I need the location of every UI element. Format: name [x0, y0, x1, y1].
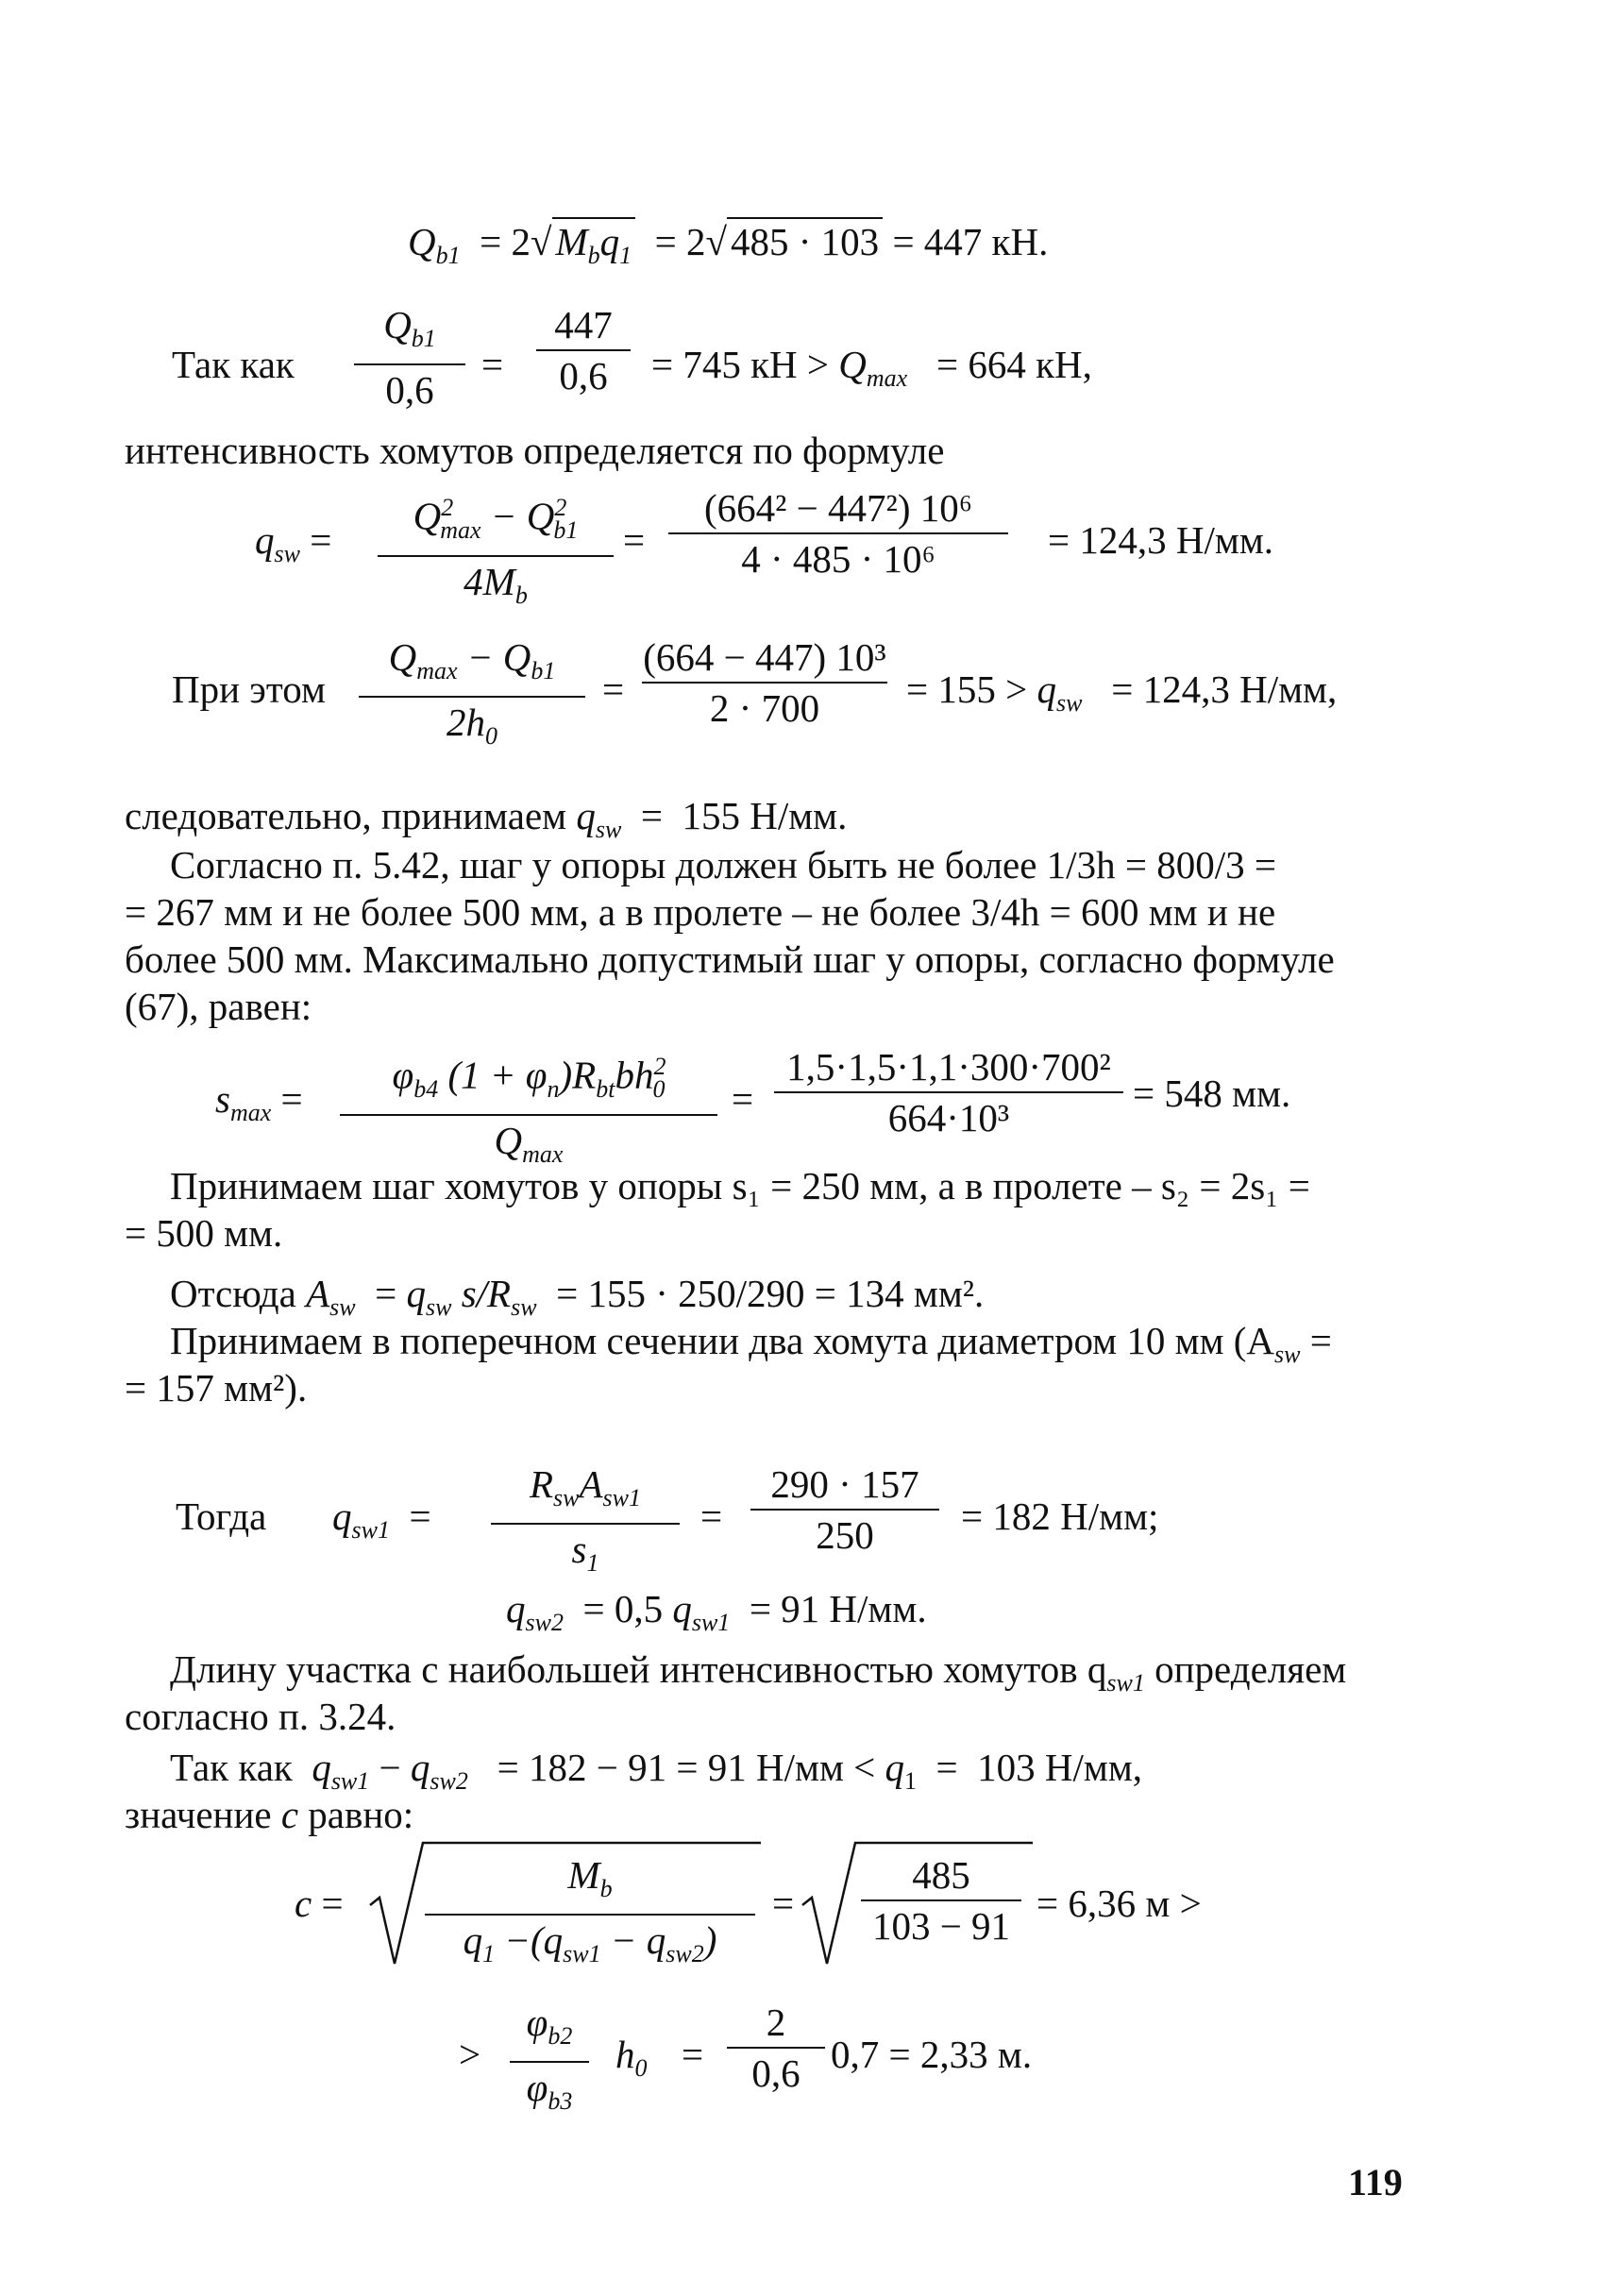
text-h0: $h_0$	[615, 2033, 648, 2083]
fraction-290-157: 290 · 157 250	[750, 1460, 939, 1560]
result-233: 0,7 = 2,33 м.	[831, 2033, 1033, 2076]
paragraph-step-line3: более 500 мм. Максимально допустимый шаг у опоры, согласно формуле	[125, 937, 1335, 981]
paragraph-step-line2: = 267 мм и не более 500 мм, а в пролете – не более 3/4h = 600 мм и не	[125, 890, 1276, 934]
fraction-485: 485 103 − 91	[861, 1850, 1021, 1950]
radical-mbq1: $M_bq_1$	[552, 217, 636, 270]
fraction-664-447: (664² − 447²) 10⁶ 4 · 485 · 10⁶	[668, 483, 1008, 583]
fraction-qmax-minus-qb1: $Q_{max} - Q_{b1}$ $2h_0$	[359, 633, 585, 761]
lhs-c: c =	[295, 1882, 344, 1925]
paragraph-therefore: следовательно, принимаем $q_{sw} = 155$ Н/мм.	[125, 794, 848, 844]
result-1243: = 124,3 Н/мм.	[1048, 518, 1274, 562]
paragraph-step-line1: Согласно п. 5.42, шаг у опоры должен быть не более 1/3h = 800/3 =	[170, 843, 1276, 886]
paragraph-intensity: интенсивность хомутов определяется по формуле	[125, 429, 945, 472]
paragraph-step-line4: (67), равен:	[125, 985, 312, 1028]
fraction-664-447-103: (664 − 447) 10³ 2 · 700	[643, 635, 886, 730]
equation-qsw2: $q_{sw2} = 0,5$ $q_{sw1} = 91$ Н/мм.	[506, 1587, 927, 1637]
paragraph-hence-asw: Отсюда $A_{sw} = q_{sw}$ $s/R_{sw} = 155 \cdot 250/290 = 134$ мм².	[170, 1272, 985, 1322]
text-tak-kak: Так как	[172, 343, 295, 386]
paragraph-since-q: Так как $q_{sw1} - q_{sw2} = 182 - 91 = 91$ $Н/мм < q_1 = 103$ Н/мм,	[170, 1746, 1143, 1796]
text-155-qsw: = $155 > q_{sw} = 124,3$ Н/мм,	[906, 667, 1338, 718]
fraction-qb1-06: $Q_{b1}$ 0,6	[354, 300, 465, 414]
fraction-2-06: 2 0,6	[727, 1998, 825, 2098]
document-page: $Q_{b1} = 2√M_bq_1 = 2√485 \cdot 103 = 447$ кН. Так как $Q_{b1}$ 0,6 = 447 0,6 = 745 кН > $Q_{max} = 664$ кН, интенсивность хомутов определяется по формуле $q_{sw}$ = $Q^2_{max} - Q^2_{b1}$ $4M_b$ = (664² − 447²) 10⁶ 4 · 485 · 10⁶ = 124,3 Н/мм. При этом $Q_{max} - Q_{b1}$ $2h_0$ = (664 − 447) 10³ 2 · 700 = $155 > q_{sw} = 124,3$ Н/мм, следовательно, принимаем $q_{sw} = 155$ Н/мм. Согласно п. 5.42, шаг у опоры должен быть не более 1/3h = 800/3 = = 267 мм и не более 500 мм, а в пролете – не более 3/4h = 600 мм и не более 500 мм. Максимально допустимый шаг у опоры, согласно формуле (67), равен: $s_{max}$ = $\varphi_{b4}$ $(1 + \varphi_n)R_{bt}bh^2_0$ $Q_{max}$ = 1,5·1,5·1,1·300·700² 664·10³ = 548 мм. Принимаем шаг хомутов у опоры s₁ = 250 мм, а в пролете – s₂ = 2s₁ = = 500 мм. Отсюда $A_{sw} = q_{sw}$ $s/R_{sw} = 155 \cdot 250/290 = 134$ мм². Принимаем в поперечном сечении два хомута диаметром 10 мм ($A_{sw}$ = = 157 мм²). Тогда $q_{sw1}$ = $R_{sw}A_{sw1}$ $s_1$ = 290 · 157 250 = 182 Н/мм; $q_{sw2} = 0,5$ $q_{sw1} = 91$ Н/мм. Длину участка с наибольшей интенсивностью хомутов $q_{sw1}$ определяем согласно п. 3.24. Так как $q_{sw1} - q_{sw2} = 182 - 91 = 91$ $Н/мм < q_1 = 103$ Н/мм, значение c равно: c = $M_b$ $q_1 -(q_{sw1} - q_{sw2})$ = 485 103 − 91 = 6,36 м > > $\varphi_{b2}$ $\varphi_{b3}$ $h_0$ = 2 0,6 0,7 = 2,33 м. 119	[0, 0, 1601, 2296]
text-gt: >	[459, 2033, 481, 2076]
lhs-smax: $s_{max}$ =	[215, 1077, 303, 1127]
result-548: = 548 мм.	[1133, 1072, 1291, 1115]
text-pri-etom: При этом	[172, 667, 326, 711]
equation-qb1: $Q_{b1} = 2√M_bq_1 = 2√485 \cdot 103 = 447$ кН.	[408, 217, 1048, 270]
paragraph-value-c: значение c равно:	[125, 1793, 414, 1836]
paragraph-accept-step-1: Принимаем шаг хомутов у опоры s₁ = 250 мм, а в пролете – s₂ = 2s₁ =	[170, 1164, 1310, 1207]
paragraph-length-section-1: Длину участка с наибольшей интенсивностью хомутов $q_{sw1}$ определяем	[170, 1647, 1347, 1697]
lhs-qsw: $q_{sw}$ =	[255, 518, 332, 568]
paragraph-length-section-2: согласно п. 3.24.	[125, 1695, 396, 1738]
text-745-kn: = 745 кН > $Q_{max} = 664$ кН,	[651, 343, 1092, 393]
fraction-447-06: 447 0,6	[536, 300, 631, 400]
fraction-phi-b2-b3: $\varphi_{b2}$ $\varphi_{b3}$	[510, 1998, 589, 2126]
paragraph-two-stirrups-1: Принимаем в поперечном сечении два хомута диаметром 10 мм ($A_{sw}$ =	[170, 1319, 1332, 1369]
fraction-rsw-asw1: $R_{sw}A_{sw1}$ $s_1$	[491, 1460, 680, 1588]
paragraph-accept-step-2: = 500 мм.	[125, 1211, 283, 1255]
fraction-numeric-smax: 1,5·1,5·1,1·300·700² 664·10³	[774, 1042, 1123, 1142]
fraction-mb-q: $M_b$ $q_1 -(q_{sw1} - q_{sw2})$	[425, 1850, 755, 1979]
result-182: = 182 Н/мм;	[961, 1494, 1159, 1538]
paragraph-two-stirrups-2: = 157 мм²).	[125, 1366, 308, 1410]
fraction-phi-formula: $\varphi_{b4}$ $(1 + \varphi_n)R_{bt}bh^2_0$ $Q_{max}$	[340, 1042, 717, 1179]
text-togda: Тогда	[176, 1494, 267, 1538]
fraction-qmax-qb1: $Q^2_{max} - Q^2_{b1}$ $4M_b$	[378, 483, 614, 620]
result-636: = 6,36 м >	[1036, 1882, 1202, 1925]
lhs-qsw1: $q_{sw1}$ =	[332, 1494, 431, 1545]
page-number: 119	[1348, 2161, 1403, 2203]
